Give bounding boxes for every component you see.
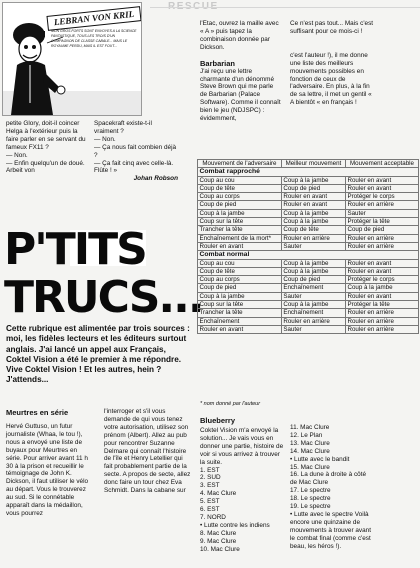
list-item: 17. Le spectre xyxy=(290,487,331,495)
table-cell: Protéger le corps xyxy=(345,276,418,284)
list-item: 1. EST xyxy=(200,466,220,474)
list-item: 15. Mac Clure xyxy=(290,463,330,471)
list-item: 9. Mac Clure xyxy=(200,537,237,545)
table-cell: Coup de tête xyxy=(281,226,345,234)
table-cell: Coup à la jambe xyxy=(281,218,345,226)
blueberry-list-2 xyxy=(290,424,374,551)
paragraph: — Ça fait cinq avec celle-là. Flûte ! » xyxy=(94,159,174,175)
comic-illustration xyxy=(2,2,142,116)
column-3-text xyxy=(200,20,282,123)
table-row xyxy=(198,201,419,209)
table-footnote: * nom donné par l'auteur xyxy=(200,401,261,407)
blueberry-column-2 xyxy=(290,424,374,551)
table-cell: Coup de tête xyxy=(198,267,282,275)
table-row xyxy=(198,193,419,201)
table-row xyxy=(198,242,419,250)
column-2-text xyxy=(94,120,178,183)
meurtres-column-1 xyxy=(6,408,94,518)
table-row xyxy=(198,292,419,300)
column-header: Mouvement acceptable xyxy=(345,160,418,168)
table-cell: Rouler en arrière xyxy=(345,201,418,209)
moves-table xyxy=(197,159,419,334)
list-item: 11. Mac Clure xyxy=(290,424,330,431)
list-item: 7. NORD xyxy=(200,513,226,521)
table-cell: Rouler en avant xyxy=(345,267,418,275)
table-section-row xyxy=(198,168,419,176)
list-item: • Lutte contre les indiens xyxy=(200,521,270,529)
table-row xyxy=(198,267,419,275)
lead-text: Cette rubrique est alimentée par trois sources : moi, les fidèles lecteurs et les éditeurs surtout anglais. J'ai lancé un appel aux Français, Coktel Vision a été le premier à me répondre. Vive Coktel Vision ! Et les autres, hein ? J'attends... xyxy=(6,324,190,385)
paragraph: — Non. xyxy=(6,151,28,159)
blueberry-heading: Blueberry xyxy=(200,416,236,425)
table-cell: Coup de pied xyxy=(345,226,418,234)
table-cell: Rouler en avant xyxy=(345,292,418,300)
table-cell: Protéger la tête xyxy=(345,301,418,309)
section-title: Combat normal xyxy=(198,251,419,259)
table-cell: Coup à la jambe xyxy=(281,301,345,309)
list-item: 2. SUD xyxy=(200,474,221,482)
table-cell: Coup à la jambe xyxy=(345,284,418,292)
table-cell: Rouler en arrière xyxy=(345,317,418,325)
table-cell: Coup au corps xyxy=(198,276,282,284)
paragraph: — Ça nous fait combien déjà ? xyxy=(94,143,177,159)
table-header-row xyxy=(198,160,419,168)
barbarian-heading: Barbarian xyxy=(200,58,236,68)
table-section-row xyxy=(198,251,419,259)
table-cell: Coup à la jambe xyxy=(281,209,345,217)
table-cell: Coup de tête xyxy=(198,184,282,192)
table-cell: Rouler en arrière xyxy=(281,317,345,325)
table-cell: Coup à la jambe xyxy=(281,259,345,267)
table-cell: Coup sur la tête xyxy=(198,218,282,226)
list-item: 19. Le spectre xyxy=(290,503,331,511)
list-item: 10. Mac Clure xyxy=(200,545,240,553)
list-item: 8. Mac Clure xyxy=(200,529,237,537)
header-rule xyxy=(150,7,420,8)
table-cell: Coup au cou xyxy=(198,176,282,184)
paragraph: c'est l'auteur !), il me donne une liste des meilleurs mouvements possibles en fonction de ceux de l'adversaire. En plus, à la fin de sa lettre, il met un gentil « A bientôt « en français ! xyxy=(290,51,372,107)
paragraph: l'interroger et s'il vous demande de qui vous tenez votre autorisation, utilisez son prénom (Albert). Allez au pub pour rencontrer Suzanne Delmare qui connaît l'histoire de l'île et Henry Letellier qui fait probablement partie de la secte. A propos de secte, allez donc faire un tour chez Eva Schmidt. Dans la cabane sur xyxy=(104,408,191,495)
list-item: 4. Mac Clure xyxy=(200,490,237,498)
section-title: Combat rapproché xyxy=(198,168,419,176)
table-cell: Rouler en avant xyxy=(345,176,418,184)
table-cell: Coup au cou xyxy=(198,259,282,267)
title-line-2: TRUCS... xyxy=(4,272,203,323)
list-item: • Lutte avec le spectre Voilà encore une quinzaine de mouvements à trouver avant le combat final (comme c'est beau, les héros !). xyxy=(290,510,371,550)
list-item: • Lutte avec le bandit xyxy=(290,455,350,463)
signature: Johan Robson xyxy=(133,175,178,183)
comic-banner: LEBRAN VON KRIL xyxy=(46,6,141,31)
table-row xyxy=(198,176,419,184)
table-row xyxy=(198,301,419,309)
list-item: 5. EST xyxy=(200,498,220,506)
table-cell: Protéger le corps xyxy=(345,193,418,201)
table-cell: Rouler en avant xyxy=(281,193,345,201)
paragraph: Ce n'est pas tout... Mais c'est suffisant pour ce mois-ci ! xyxy=(290,20,374,35)
table-cell: Coup de pied xyxy=(198,201,282,209)
column-header: Meilleur mouvement xyxy=(281,160,345,168)
table-cell: Rouler en avant xyxy=(198,242,282,250)
table-cell: Sauter xyxy=(281,292,345,300)
table-row xyxy=(198,218,419,226)
table-row xyxy=(198,226,419,234)
paragraph: J'ai reçu une lettre charmante d'un dénommé Steve Brown qui me parle de Barbarian (Palace Software). Comme il connaît bien le jeu (NDJSPC) : évidemment, xyxy=(200,67,281,123)
paragraph: — Enfin quelqu'un de doué. Arbeit von xyxy=(6,159,85,175)
table-cell: Coup sur la tête xyxy=(198,301,282,309)
list-item: 3. EST xyxy=(200,482,220,490)
list-item: 16. La dune à droite à côté de Mac Clure xyxy=(290,471,367,487)
table-cell: Rouler en arrière xyxy=(281,234,345,242)
list-item: 18. Le spectre xyxy=(290,495,331,503)
title-line-1: P'TITS xyxy=(4,224,146,275)
table-cell: Rouler en arrière xyxy=(345,309,418,317)
table-row xyxy=(198,317,419,325)
table-row xyxy=(198,234,419,242)
table-row xyxy=(198,284,419,292)
table-cell: Sauter xyxy=(281,325,345,333)
table-cell: Rouler en arrière xyxy=(345,234,418,242)
table-cell: Enchaînement xyxy=(198,317,282,325)
meurtres-heading: Meurtres en série xyxy=(6,408,69,417)
comic-caption: MON GROS FORTS SONT ENVOYES A LA SCIENCE FANTASTIQUE, TOUS LES TROIS D'UN COMPAGNON DE CLASSE CABALE... MAIS LE ROYAUME PERDU, MAIS IL EST FOUT... xyxy=(51,29,137,48)
list-item: 6. EST xyxy=(200,506,220,514)
table-cell: Trancher la tête xyxy=(198,309,282,317)
table-cell: Enchaînement de la mort* xyxy=(198,234,282,242)
table-cell: Coup à la jambe xyxy=(198,292,282,300)
meurtres-column-2 xyxy=(104,408,192,495)
table-cell: Rouler en arrière xyxy=(345,325,418,333)
table-cell: Coup de pied xyxy=(281,184,345,192)
table-cell: Coup de pied xyxy=(281,276,345,284)
blueberry-column-1 xyxy=(200,416,286,554)
table-cell: Rouler en avant xyxy=(345,184,418,192)
paragraph: petite Glory, doit-il coincer Helga à l'extérieur puis la faire parler en se servant du fameux FX11 ? xyxy=(6,120,86,151)
table-cell: Coup à la jambe xyxy=(198,209,282,217)
table-cell: Sauter xyxy=(345,209,418,217)
table-cell: Enchaînement xyxy=(281,309,345,317)
table-cell: Rouler en arrière xyxy=(345,242,418,250)
table-cell: Coup à la jambe xyxy=(281,176,345,184)
table-cell: Enchaînement xyxy=(281,284,345,292)
list-item: 12. Le Plan xyxy=(290,431,323,439)
table-cell: Protéger la tête xyxy=(345,218,418,226)
column-4-text xyxy=(290,20,376,107)
table-cell: Rouler en avant xyxy=(281,201,345,209)
list-item: 14. Mac Clure xyxy=(290,447,330,455)
column-header: Mouvement de l'adversaire xyxy=(198,160,282,168)
column-1-text xyxy=(6,120,86,175)
paragraph: — Non. xyxy=(94,135,116,143)
table-cell: Coup à la jambe xyxy=(281,267,345,275)
table-row xyxy=(198,309,419,317)
table-cell: Rouler en avant xyxy=(345,259,418,267)
paragraph: Hervé Guttuso, un futur journaliste (Whaa, le tou !), nous a envoyé une liste de buyaux pour Meurtres en série. Pour arriver avant 11 h 30 à la prison et recueillir le témoignage de John K. Dickson, il faut utiliser le vélo au départ. Vous le trouverez au sud. Si le connétable apparaît dans la médaillon, vous pourrez xyxy=(6,423,89,517)
table-cell: Trancher la tête xyxy=(198,226,282,234)
lead-paragraph xyxy=(6,324,192,386)
table-cell: Rouler en avant xyxy=(198,325,282,333)
blueberry-list-1 xyxy=(200,467,286,554)
table-row xyxy=(198,209,419,217)
paragraph: l'Etac, ouvrez la maille avec « A » puis tapez la combinaison donnée par Dickson. xyxy=(200,20,279,51)
list-item: 13. Mac Clure xyxy=(290,439,330,447)
table-row xyxy=(198,276,419,284)
paragraph: Coktel Vision m'a envoyé la solution... Je vais vous en donner une partie, histoire de voir si vous arrivez à trouver la suite. xyxy=(200,427,284,466)
table-row xyxy=(198,325,419,333)
table-cell: Coup au corps xyxy=(198,193,282,201)
table-row xyxy=(198,184,419,192)
paragraph: Spacekraft existe-t-il vraiment ? xyxy=(94,120,152,135)
table-cell: Coup de pied xyxy=(198,284,282,292)
table-cell: Sauter xyxy=(281,242,345,250)
table-row xyxy=(198,259,419,267)
